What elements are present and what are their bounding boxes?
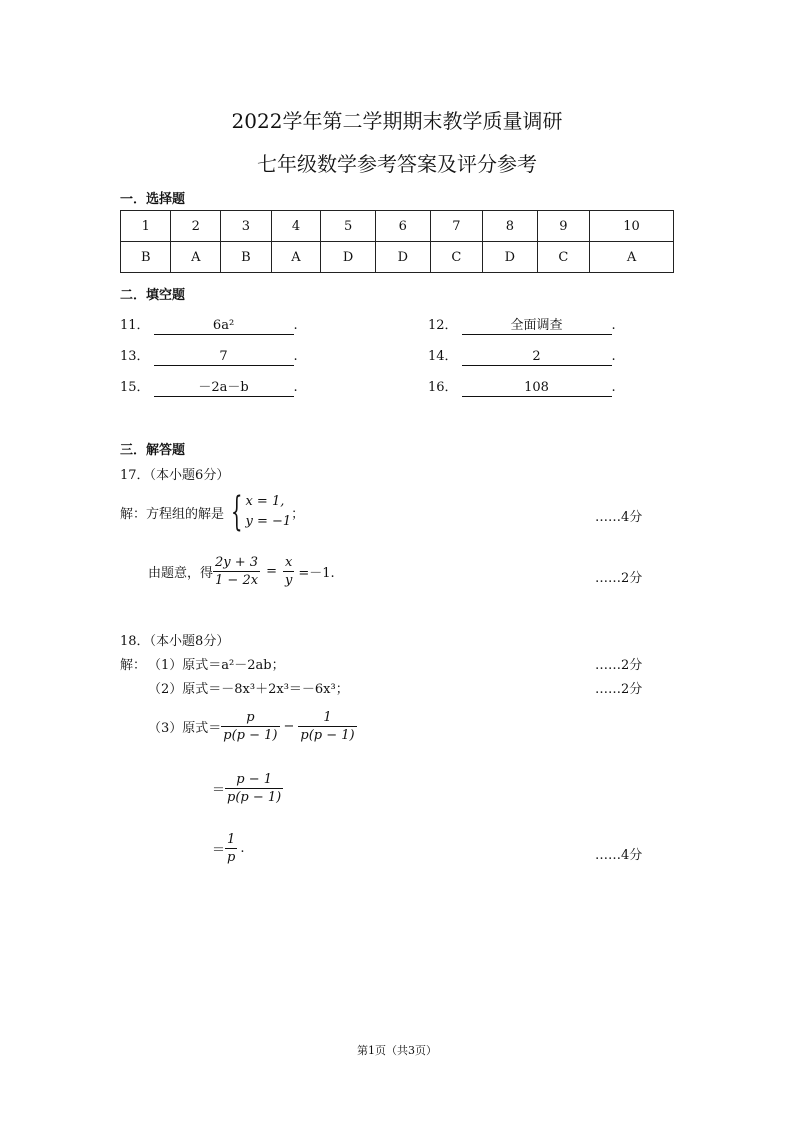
page-footer: 第1页（共3页） [357,1044,437,1057]
denominator: 1 − 2x [215,573,259,588]
fraction [298,710,356,743]
denominator: y [284,573,293,588]
q17-line1 [120,489,305,535]
fill-item-16 [428,376,616,397]
numerator: p [221,710,279,727]
q18-score3: ……4分 [595,848,643,863]
end-dot: . [611,349,616,364]
q18-part2: （2）原式＝－8x³＋2x³＝－6x³； [148,682,349,697]
fraction [225,832,237,865]
item-number: 16． [428,380,458,395]
end-dot: . [240,841,245,856]
denominator: p [227,850,236,865]
item-number: 13． [120,349,150,364]
answer-table [120,210,674,273]
answer-blank: 108 [462,380,612,397]
denominator: p(p − 1) [300,728,355,743]
q18-solution-prefix: 解： [120,658,147,673]
fraction [225,772,283,805]
q18-score1: ……2分 [595,658,643,673]
item-number: 12． [428,318,458,333]
q18-score2: ……2分 [595,682,643,697]
denominator: p(p − 1) [227,790,282,805]
table-cell: 9 [537,211,589,242]
q17-score1: ……4分 [595,510,643,525]
equation-2: y = −1 [245,514,292,529]
answer-blank: 全面调查 [462,318,612,335]
section-heading-choice: 一．选择题 [120,192,186,207]
answer-blank: 6a² [154,318,294,335]
equals-sign: = [266,564,277,579]
table-cell: 5 [321,211,376,242]
brace-glyph: { [231,489,243,535]
q18-part1: （1）原式＝a²－2ab； [148,658,285,673]
item-number: 11． [120,318,150,333]
numerator: x [283,555,294,572]
eq-end: ； [291,506,305,522]
q17-score2: ……2分 [595,571,643,586]
table-cell: B [121,242,171,273]
minus-sign: − [283,719,295,734]
table-cell: A [171,242,221,273]
q17-line2-prefix: 由题意，得 [148,566,214,581]
answer-blank: 2 [462,349,612,366]
fraction [221,710,279,743]
table-cell: 3 [221,211,271,242]
fill-item-15 [120,376,298,397]
table-cell: D [321,242,376,273]
table-cell: A [271,242,321,273]
numerator: p − 1 [225,772,283,789]
q18-header: 18．（本小题8分） [120,634,230,649]
q17-prefix: 解：方程组的解是 [120,506,225,522]
table-cell: 10 [590,211,674,242]
equals-sign: ＝ [212,843,226,858]
numerator: 1 [298,710,356,727]
item-number: 14． [428,349,458,364]
q18-step3 [212,832,244,865]
item-number: 15． [120,380,150,395]
table-row-numbers [121,211,674,242]
table-cell: 1 [121,211,171,242]
end-dot: . [611,318,616,333]
numerator: 1 [225,832,237,849]
table-row-answers [121,242,674,273]
numerator: 2y + 3 [215,555,259,570]
end-dot: . [611,380,616,395]
section-heading-solve: 三．解答题 [120,443,186,458]
table-cell: 6 [375,211,430,242]
table-cell: 8 [483,211,538,242]
q17-line2-suffix: =－1. [298,566,335,581]
fill-item-12 [428,314,616,335]
table-cell: C [537,242,589,273]
table-cell: 4 [271,211,321,242]
section-heading-fill: 二．填空题 [120,288,186,303]
fill-item-13 [120,345,298,366]
equation-system [245,492,291,532]
end-dot: . [293,349,298,364]
answer-blank: 7 [154,349,294,366]
fill-item-14 [428,345,616,366]
fraction [213,555,260,588]
q18-step2 [212,772,283,805]
fill-item-11 [120,314,298,335]
page-title: 2022学年第二学期期末教学质量调研 [231,109,563,133]
end-dot: . [293,380,298,395]
q18-part3-prefix: （3）原式＝ [148,721,222,736]
table-cell: 7 [430,211,482,242]
equation-1: x = 1, [245,494,285,509]
table-cell: C [430,242,482,273]
table-cell: A [590,242,674,273]
table-cell: 2 [171,211,221,242]
equals-sign: ＝ [212,783,226,798]
q17-line2 [148,555,335,588]
end-dot: . [293,318,298,333]
table-cell: D [483,242,538,273]
denominator: p(p − 1) [223,728,278,743]
table-cell: B [221,242,271,273]
q18-part3 [148,710,357,743]
fraction [283,555,294,588]
answer-blank: －2a－b [154,380,294,397]
table-cell: D [375,242,430,273]
page-subtitle: 七年级数学参考答案及评分参考 [257,152,537,176]
q17-header: 17．（本小题6分） [120,468,230,483]
